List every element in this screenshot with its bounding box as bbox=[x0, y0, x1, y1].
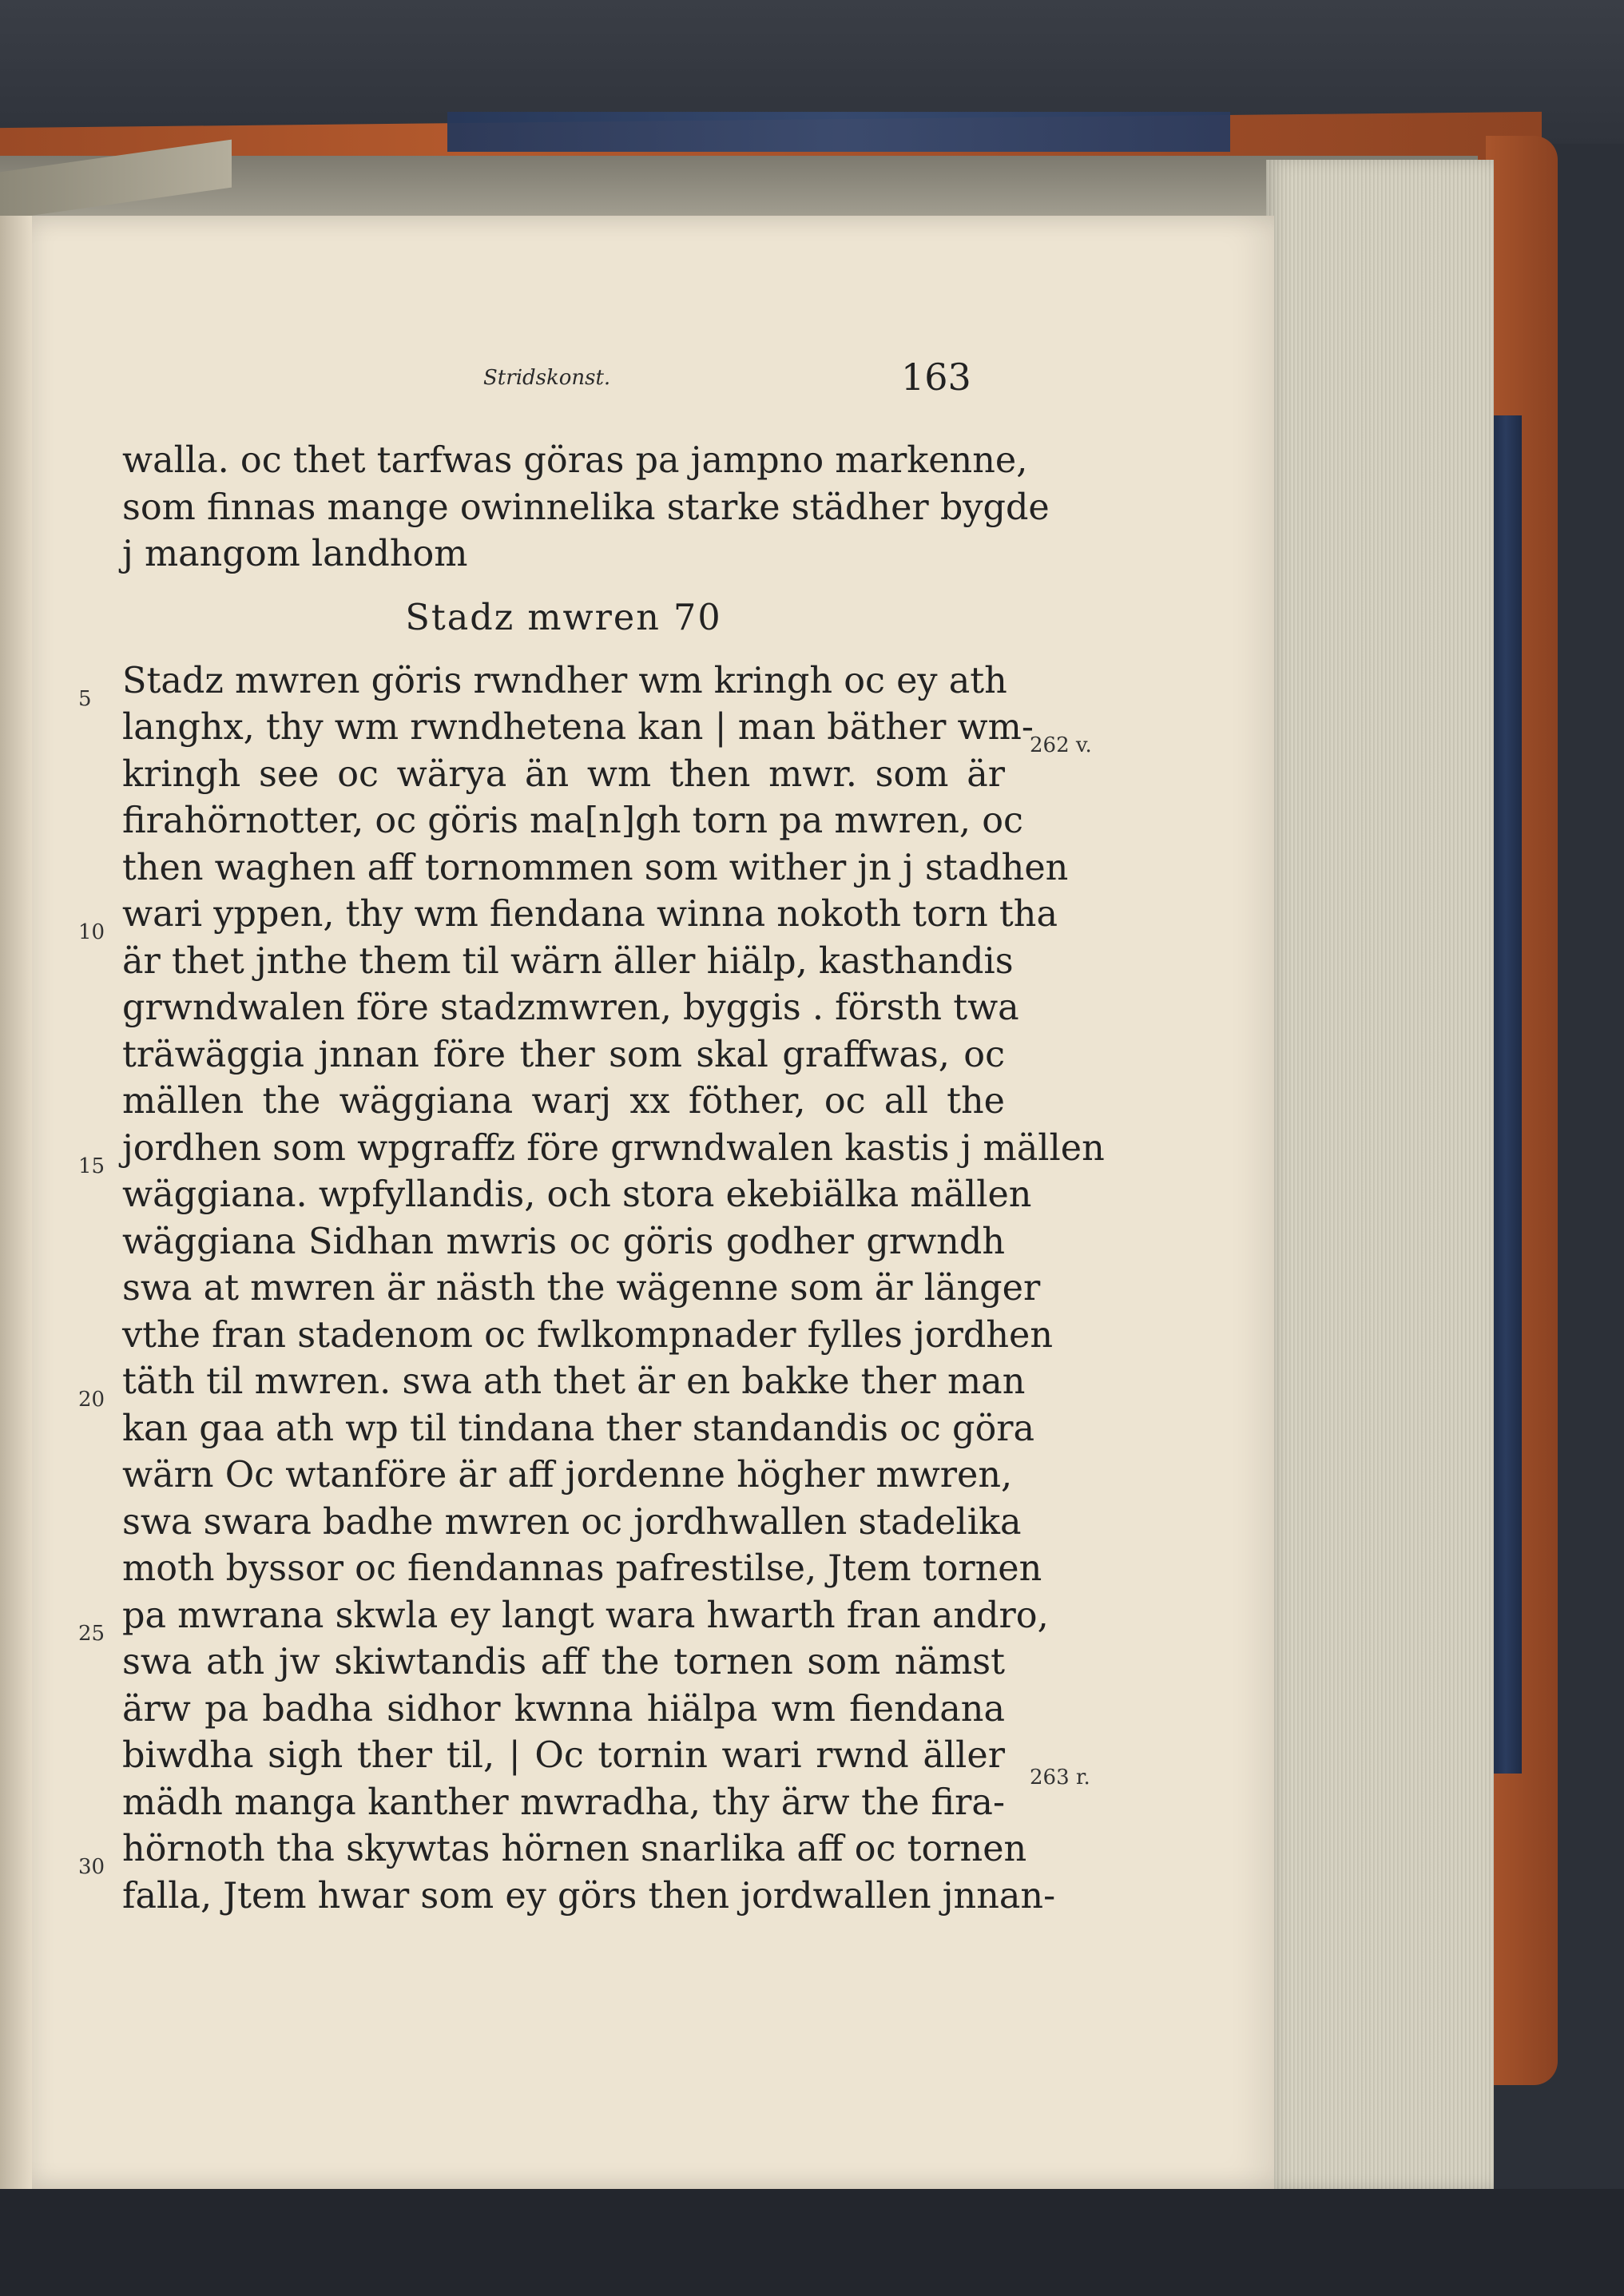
line-number: 15 bbox=[78, 1154, 105, 1178]
text-line: wari yppen, thy wm fiendana winna nokoth torn tha bbox=[122, 894, 1058, 935]
text-line: täth til mwren. swa ath thet är en bakke ther man bbox=[122, 1361, 1026, 1402]
text-line: swa swara badhe mwren oc jordhwallen stadelika bbox=[122, 1501, 1022, 1543]
line-number: 30 bbox=[78, 1855, 105, 1879]
text-line: vthe fran stadenom oc fwlkompnader fylles jordhen bbox=[122, 1314, 1054, 1356]
line-number: 20 bbox=[78, 1388, 105, 1412]
text-line: kan gaa ath wp til tindana ther standandis oc göra bbox=[122, 1408, 1035, 1449]
backdrop-bottom bbox=[0, 2189, 1624, 2296]
text-line: träwäggia jnnan före ther som skal graffwas, oc bbox=[122, 1034, 1005, 1075]
text-line: walla. oc thet tarfwas göras pa jampno markenne, bbox=[122, 440, 1028, 481]
text-line: är thet jnthe them til wärn äller hiälp, kasthandis bbox=[122, 940, 1014, 982]
text-line: then waghen aff tornommen som wither jn j stadhen bbox=[122, 847, 1069, 888]
text-line: mädh manga kanther mwradha, thy ärw the fira- bbox=[122, 1782, 1005, 1823]
line-number: 25 bbox=[78, 1622, 105, 1646]
text-line: Stadz mwren göris rwndher wm kringh oc ey ath bbox=[122, 660, 1007, 701]
text-line: hörnoth tha skywtas hörnen snarlika aff oc tornen bbox=[122, 1829, 1027, 1869]
text-line: langhx, thy wm rwndhetena kan | man bäther wm- bbox=[122, 707, 1034, 748]
text-line: wärn Oc wtanföre är aff jordenne högher mwren, bbox=[122, 1455, 1013, 1496]
page-number: 163 bbox=[901, 356, 971, 399]
text-line: pa mwrana skwla ey langt wara hwarth fran andro, bbox=[122, 1595, 1049, 1636]
text-line: grwndwalen före stadzmwren, byggis . försth twa bbox=[122, 987, 1019, 1028]
text-line: wäggiana. wpfyllandis, och stora ekebiälka mällen bbox=[122, 1174, 1032, 1215]
page-edges bbox=[1266, 160, 1494, 2189]
text-line: falla, Jtem hwar som ey görs then jordwallen jnnan- bbox=[122, 1875, 1056, 1917]
text-line: swa ath jw skiwtandis aff the tornen som nämst bbox=[122, 1642, 1005, 1682]
line-number: 10 bbox=[78, 920, 105, 944]
text-line: firahörnotter, oc göris ma[n]gh torn pa mwren, oc bbox=[122, 800, 1023, 841]
text-line: ärw pa badha sidhor kwnna hiälpa wm fiendana bbox=[122, 1688, 1005, 1730]
book-spine bbox=[1490, 415, 1522, 1774]
text-line: jordhen som wpgraffz före grwndwalen kastis j mällen bbox=[122, 1127, 1105, 1169]
text-line: mällen the wäggiana warj xx föther, oc all the bbox=[122, 1081, 1005, 1122]
text-line: biwdha sigh ther til, | Oc tornin wari rwnd äller bbox=[122, 1735, 1005, 1776]
margin-note: 263 r. bbox=[1030, 1766, 1090, 1790]
text-line: swa at mwren är nästh the wägenne som är länger bbox=[122, 1268, 1041, 1309]
line-number: 5 bbox=[78, 687, 92, 711]
text-line: j mangom landhom bbox=[122, 534, 468, 574]
book-cover-band bbox=[447, 112, 1230, 152]
text-line: som finnas mange owinnelika starke städher bygde bbox=[122, 487, 1050, 528]
text-line: kringh see oc wärya än wm then mwr. som är bbox=[122, 753, 1005, 795]
running-head: Stridskonst. bbox=[483, 366, 611, 390]
gutter-shadow bbox=[0, 216, 32, 2189]
text-line: wäggiana Sidhan mwris oc göris godher grwndh bbox=[122, 1221, 1005, 1262]
text-line: moth byssor oc fiendannas pafrestilse, Jtem tornen bbox=[122, 1548, 1042, 1589]
margin-note: 262 v. bbox=[1030, 733, 1092, 757]
section-heading: Stadz mwren 70 bbox=[405, 597, 722, 638]
